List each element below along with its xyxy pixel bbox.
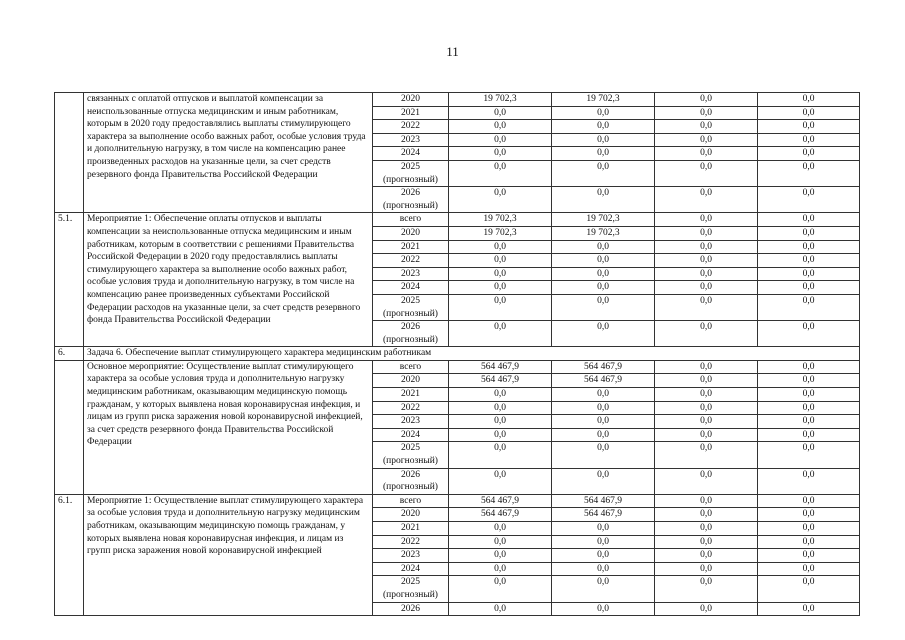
- value-regional: 0,0: [655, 549, 758, 563]
- value-regional: 0,0: [655, 562, 758, 576]
- period-cell: [373, 374, 449, 388]
- value-regional: 0,0: [655, 106, 758, 120]
- period-label: 2026: [401, 188, 420, 199]
- value-regional: 0,0: [655, 602, 758, 616]
- value-total: 0,0: [449, 549, 552, 563]
- value-federal: 0,0: [552, 321, 655, 347]
- value-regional: 0,0: [655, 93, 758, 107]
- period-cell: [373, 267, 449, 281]
- period-cell: [373, 522, 449, 536]
- period-label: 2021: [401, 241, 420, 252]
- value-regional: 0,0: [655, 120, 758, 134]
- value-total: 0,0: [449, 187, 552, 213]
- value-other: 0,0: [758, 147, 860, 161]
- period-label: 2021: [401, 389, 420, 400]
- value-federal: 0,0: [552, 468, 655, 494]
- value-other: 0,0: [758, 549, 860, 563]
- period-label: 2021: [401, 107, 420, 118]
- period-label: 2023: [401, 550, 420, 561]
- period-label: 2020: [401, 94, 420, 104]
- period-label: 2026: [401, 469, 420, 480]
- period-cell: [373, 549, 449, 563]
- period-label: 2025: [401, 295, 420, 306]
- value-federal: 564 467,9: [552, 508, 655, 522]
- value-federal: 0,0: [552, 522, 655, 536]
- value-other: 0,0: [758, 360, 860, 374]
- value-federal: 0,0: [552, 187, 655, 213]
- period-cell: [373, 120, 449, 134]
- value-total: 0,0: [449, 294, 552, 320]
- period-cell: [373, 321, 449, 347]
- period-label: 2024: [401, 563, 420, 574]
- period-label: 2025: [401, 577, 420, 588]
- period-note: (прогнозный): [383, 589, 438, 600]
- period-label: 2025: [401, 161, 420, 172]
- period-note: (прогнозный): [383, 456, 438, 467]
- value-regional: 0,0: [655, 468, 758, 494]
- value-total: 0,0: [449, 415, 552, 429]
- value-federal: 0,0: [552, 602, 655, 616]
- value-federal: 0,0: [552, 281, 655, 295]
- value-total: 0,0: [449, 147, 552, 161]
- value-other: 0,0: [758, 133, 860, 147]
- value-other: 0,0: [758, 120, 860, 134]
- period-note: (прогнозный): [383, 308, 438, 319]
- value-other: 0,0: [758, 562, 860, 576]
- value-total: 564 467,9: [449, 494, 552, 508]
- value-federal: 0,0: [552, 442, 655, 468]
- value-other: 0,0: [758, 213, 860, 227]
- period-cell: [373, 428, 449, 442]
- value-other: 0,0: [758, 401, 860, 415]
- value-federal: 0,0: [552, 401, 655, 415]
- period-cell: [373, 360, 449, 374]
- value-total: 0,0: [449, 602, 552, 616]
- value-other: 0,0: [758, 428, 860, 442]
- value-regional: 0,0: [655, 415, 758, 429]
- period-cell: [373, 281, 449, 295]
- period-note: (прогнозный): [383, 174, 438, 185]
- value-federal: 0,0: [552, 562, 655, 576]
- period-cell: [373, 442, 449, 468]
- value-federal: 0,0: [552, 535, 655, 549]
- value-total: 0,0: [449, 133, 552, 147]
- value-regional: 0,0: [655, 374, 758, 388]
- period-label: 2020: [401, 509, 420, 520]
- period-label: всего: [399, 495, 422, 506]
- value-regional: 0,0: [655, 160, 758, 186]
- value-regional: 0,0: [655, 535, 758, 549]
- period-cell: [373, 226, 449, 240]
- value-federal: 0,0: [552, 428, 655, 442]
- value-regional: 0,0: [655, 401, 758, 415]
- period-cell: [373, 133, 449, 147]
- value-total: 0,0: [449, 120, 552, 134]
- value-total: 19 702,3: [449, 213, 552, 227]
- value-federal: 0,0: [552, 106, 655, 120]
- measure-description: Основное мероприятие: Осуществление выплат стимулирующего характера за особые условия труда и дополнительную нагрузку медицинским работникам, оказывающим медицинскую помощь гражданам, у которых выявлена новая коронавирусная инфекция, и лицам из групп риска заражения новой коронавирусной инфекцией, за счет средств резервного фонда Правительства Российской Федерации: [84, 360, 373, 494]
- measure-description: Мероприятие 1: Осуществление выплат стимулирующего характера за особые условия труда и дополнительную нагрузку медицинским работникам, оказывающим медицинскую помощь гражданам, у которых выявлена новая коронавирусная инфекция, и лицам из групп риска заражения новой коронавирусной инфекцией: [84, 494, 373, 615]
- value-total: 0,0: [449, 160, 552, 186]
- value-other: 0,0: [758, 442, 860, 468]
- period-label: 2025: [401, 443, 420, 454]
- value-regional: 0,0: [655, 281, 758, 295]
- period-cell: [373, 213, 449, 227]
- value-other: 0,0: [758, 494, 860, 508]
- value-other: 0,0: [758, 187, 860, 213]
- value-federal: 0,0: [552, 147, 655, 161]
- table-row: [55, 93, 860, 107]
- row-number: 6.: [55, 347, 84, 361]
- period-label: 2021: [401, 523, 420, 533]
- value-regional: 0,0: [655, 254, 758, 268]
- value-federal: 564 467,9: [552, 360, 655, 374]
- value-total: 0,0: [449, 321, 552, 347]
- value-regional: 0,0: [655, 226, 758, 240]
- period-cell: [373, 415, 449, 429]
- table-row: [55, 360, 860, 374]
- value-total: 0,0: [449, 388, 552, 402]
- value-regional: 0,0: [655, 240, 758, 254]
- value-total: 0,0: [449, 442, 552, 468]
- value-regional: 0,0: [655, 388, 758, 402]
- period-label: 2020: [401, 227, 420, 238]
- value-total: 0,0: [449, 254, 552, 268]
- value-regional: 0,0: [655, 576, 758, 602]
- period-label: 2026: [401, 603, 420, 614]
- value-other: 0,0: [758, 508, 860, 522]
- period-cell: [373, 494, 449, 508]
- value-other: 0,0: [758, 240, 860, 254]
- value-other: 0,0: [758, 576, 860, 602]
- row-number: 5.1.: [55, 213, 84, 347]
- period-cell: [373, 294, 449, 320]
- table-row: [55, 213, 860, 227]
- value-total: 0,0: [449, 106, 552, 120]
- period-cell: [373, 388, 449, 402]
- value-total: 564 467,9: [449, 508, 552, 522]
- value-total: 564 467,9: [449, 374, 552, 388]
- value-other: 0,0: [758, 415, 860, 429]
- period-cell: [373, 508, 449, 522]
- value-other: 0,0: [758, 522, 860, 536]
- period-cell: [373, 106, 449, 120]
- value-other: 0,0: [758, 374, 860, 388]
- value-total: 0,0: [449, 522, 552, 536]
- period-cell: [373, 468, 449, 494]
- measure-description: связанных с оплатой отпусков и выплатой компенсации за неиспользованные отпуска медицинским и иным работникам, которым в 2020 году предоставлялись выплаты стимулирующего характера за выполнение особо важных работ, особые условия труда и дополнительную нагрузку, в том числе на компенсацию ранее произведенных расходов на указанные цели, за счет средств резервного фонда Правительства Российской Федерации: [84, 93, 373, 213]
- value-other: 0,0: [758, 160, 860, 186]
- value-regional: 0,0: [655, 267, 758, 281]
- value-total: 0,0: [449, 468, 552, 494]
- value-regional: 0,0: [655, 147, 758, 161]
- period-label: 2023: [401, 134, 420, 145]
- task-row: [55, 347, 860, 361]
- value-total: 564 467,9: [449, 360, 552, 374]
- period-cell: [373, 535, 449, 549]
- period-label: 2026: [401, 322, 420, 333]
- value-total: 0,0: [449, 562, 552, 576]
- period-cell: [373, 240, 449, 254]
- period-label: 2024: [401, 148, 420, 159]
- budget-table: [54, 92, 860, 616]
- value-federal: 0,0: [552, 240, 655, 254]
- value-regional: 0,0: [655, 508, 758, 522]
- value-other: 0,0: [758, 281, 860, 295]
- value-total: 0,0: [449, 401, 552, 415]
- period-note: (прогнозный): [383, 482, 438, 493]
- value-total: 0,0: [449, 576, 552, 602]
- value-other: 0,0: [758, 93, 860, 107]
- value-federal: 564 467,9: [552, 494, 655, 508]
- value-federal: 0,0: [552, 254, 655, 268]
- period-label: всего: [399, 361, 422, 372]
- value-federal: 0,0: [552, 120, 655, 134]
- period-label: 2023: [401, 268, 420, 279]
- page-number: 11: [446, 44, 459, 59]
- period-label: 2024: [401, 429, 420, 440]
- row-number: [55, 360, 84, 494]
- value-federal: 0,0: [552, 267, 655, 281]
- value-total: 0,0: [449, 267, 552, 281]
- value-regional: 0,0: [655, 321, 758, 347]
- value-regional: 0,0: [655, 522, 758, 536]
- value-other: 0,0: [758, 321, 860, 347]
- value-other: 0,0: [758, 535, 860, 549]
- period-note: (прогнозный): [383, 334, 438, 345]
- value-federal: 0,0: [552, 294, 655, 320]
- value-total: 0,0: [449, 428, 552, 442]
- measure-description: Мероприятие 1: Обеспечение оплаты отпусков и выплаты компенсации за неиспользованные отпуска медицинским и иным работникам, которым в соответствии с решениями Правительства Российской Федерации в 2020 году предоставлялись выплаты стимулирующего характера за выполнение особо важных работ, особые условия труда и дополнительную нагрузку, в том числе на компенсацию ранее произведенных субъектами Российской Федерации расходов на указанные цели, за счет средств резервного фонда Правительства Российской Федерации: [84, 213, 373, 347]
- period-cell: [373, 93, 449, 107]
- table-row: [55, 494, 860, 508]
- value-regional: 0,0: [655, 442, 758, 468]
- period-note: (прогнозный): [383, 200, 438, 211]
- row-number: 6.1.: [55, 494, 84, 615]
- value-other: 0,0: [758, 267, 860, 281]
- value-total: 0,0: [449, 535, 552, 549]
- value-other: 0,0: [758, 106, 860, 120]
- period-cell: [373, 401, 449, 415]
- period-cell: [373, 147, 449, 161]
- period-label: 2022: [401, 121, 420, 132]
- value-other: 0,0: [758, 254, 860, 268]
- value-federal: 0,0: [552, 133, 655, 147]
- value-federal: 19 702,3: [552, 93, 655, 107]
- value-other: 0,0: [758, 468, 860, 494]
- period-cell: [373, 562, 449, 576]
- value-regional: 0,0: [655, 428, 758, 442]
- period-cell: [373, 187, 449, 213]
- value-federal: 19 702,3: [552, 226, 655, 240]
- value-regional: 0,0: [655, 213, 758, 227]
- value-regional: 0,0: [655, 360, 758, 374]
- value-federal: 0,0: [552, 576, 655, 602]
- value-other: 0,0: [758, 294, 860, 320]
- value-federal: 19 702,3: [552, 213, 655, 227]
- period-label: 2022: [401, 255, 420, 266]
- period-cell: [373, 254, 449, 268]
- value-other: 0,0: [758, 388, 860, 402]
- value-federal: 564 467,9: [552, 374, 655, 388]
- row-number: [55, 93, 84, 213]
- table-body: [55, 93, 860, 616]
- value-total: 0,0: [449, 281, 552, 295]
- period-cell: [373, 160, 449, 186]
- value-federal: 0,0: [552, 549, 655, 563]
- period-cell: [373, 576, 449, 602]
- value-total: 0,0: [449, 240, 552, 254]
- value-federal: 0,0: [552, 388, 655, 402]
- value-total: 19 702,3: [449, 226, 552, 240]
- period-cell: [373, 602, 449, 616]
- period-label: 2023: [401, 416, 420, 427]
- value-regional: 0,0: [655, 294, 758, 320]
- value-other: 0,0: [758, 602, 860, 616]
- value-other: 0,0: [758, 226, 860, 240]
- value-regional: 0,0: [655, 494, 758, 508]
- value-total: 19 702,3: [449, 93, 552, 107]
- task-title: Задача 6. Обеспечение выплат стимулирующего характера медицинским работникам: [84, 347, 860, 361]
- period-label: 2022: [401, 536, 420, 547]
- period-label: всего: [399, 214, 422, 225]
- period-label: 2024: [401, 282, 420, 293]
- value-regional: 0,0: [655, 187, 758, 213]
- value-regional: 0,0: [655, 133, 758, 147]
- value-federal: 0,0: [552, 415, 655, 429]
- period-label: 2020: [401, 375, 420, 386]
- value-federal: 0,0: [552, 160, 655, 186]
- period-label: 2022: [401, 402, 420, 413]
